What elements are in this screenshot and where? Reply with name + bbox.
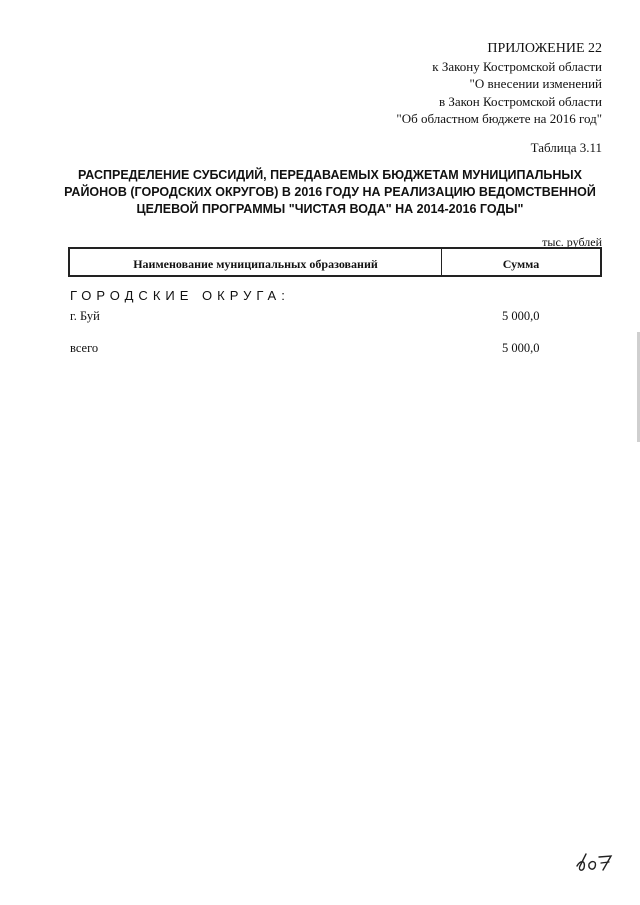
row-sum: 5 000,0 bbox=[502, 309, 540, 323]
appendix-line: "Об областном бюджете на 2016 год" bbox=[396, 111, 602, 126]
document-title bbox=[60, 167, 600, 218]
units-label: тыс. рублей bbox=[542, 235, 602, 249]
table-row bbox=[68, 309, 602, 327]
row-name: всего bbox=[70, 341, 99, 355]
row-name: г. Буй bbox=[70, 309, 100, 323]
appendix-line: к Закону Костромской области bbox=[432, 58, 602, 74]
table-number: Таблица 3.11 bbox=[530, 140, 602, 155]
appendix-header bbox=[396, 40, 602, 128]
column-header-sum: Сумма bbox=[502, 256, 540, 271]
table-header bbox=[68, 247, 602, 277]
title-line: РАЙОНОВ (ГОРОДСКИХ ОКРУГОВ) В 2016 ГОДУ НА РЕАЛИЗАЦИЮ ВЕДОМСТВЕННОЙ bbox=[64, 185, 596, 199]
appendix-line: в Закон Костромской области bbox=[438, 93, 602, 109]
title-line: ЦЕЛЕВОЙ ПРОГРАММЫ "ЧИСТАЯ ВОДА" НА 2014-2016 ГОДЫ" bbox=[136, 202, 524, 216]
section-title: ГОРОДСКИЕ ОКРУГА: bbox=[70, 288, 290, 303]
table-row-total bbox=[68, 341, 602, 359]
appendix-line: "О внесении изменений bbox=[469, 76, 602, 91]
title-line: РАСПРЕДЕЛЕНИЕ СУБСИДИЙ, ПЕРЕДАВАЕМЫХ БЮДЖЕТАМ МУНИЦИПАЛЬНЫХ bbox=[78, 168, 582, 182]
row-sum: 5 000,0 bbox=[502, 341, 540, 355]
handwritten-page-number bbox=[574, 848, 614, 874]
appendix-title: ПРИЛОЖЕНИЕ 22 bbox=[487, 41, 602, 56]
column-header-name: Наименование муниципальных образований bbox=[70, 249, 442, 275]
